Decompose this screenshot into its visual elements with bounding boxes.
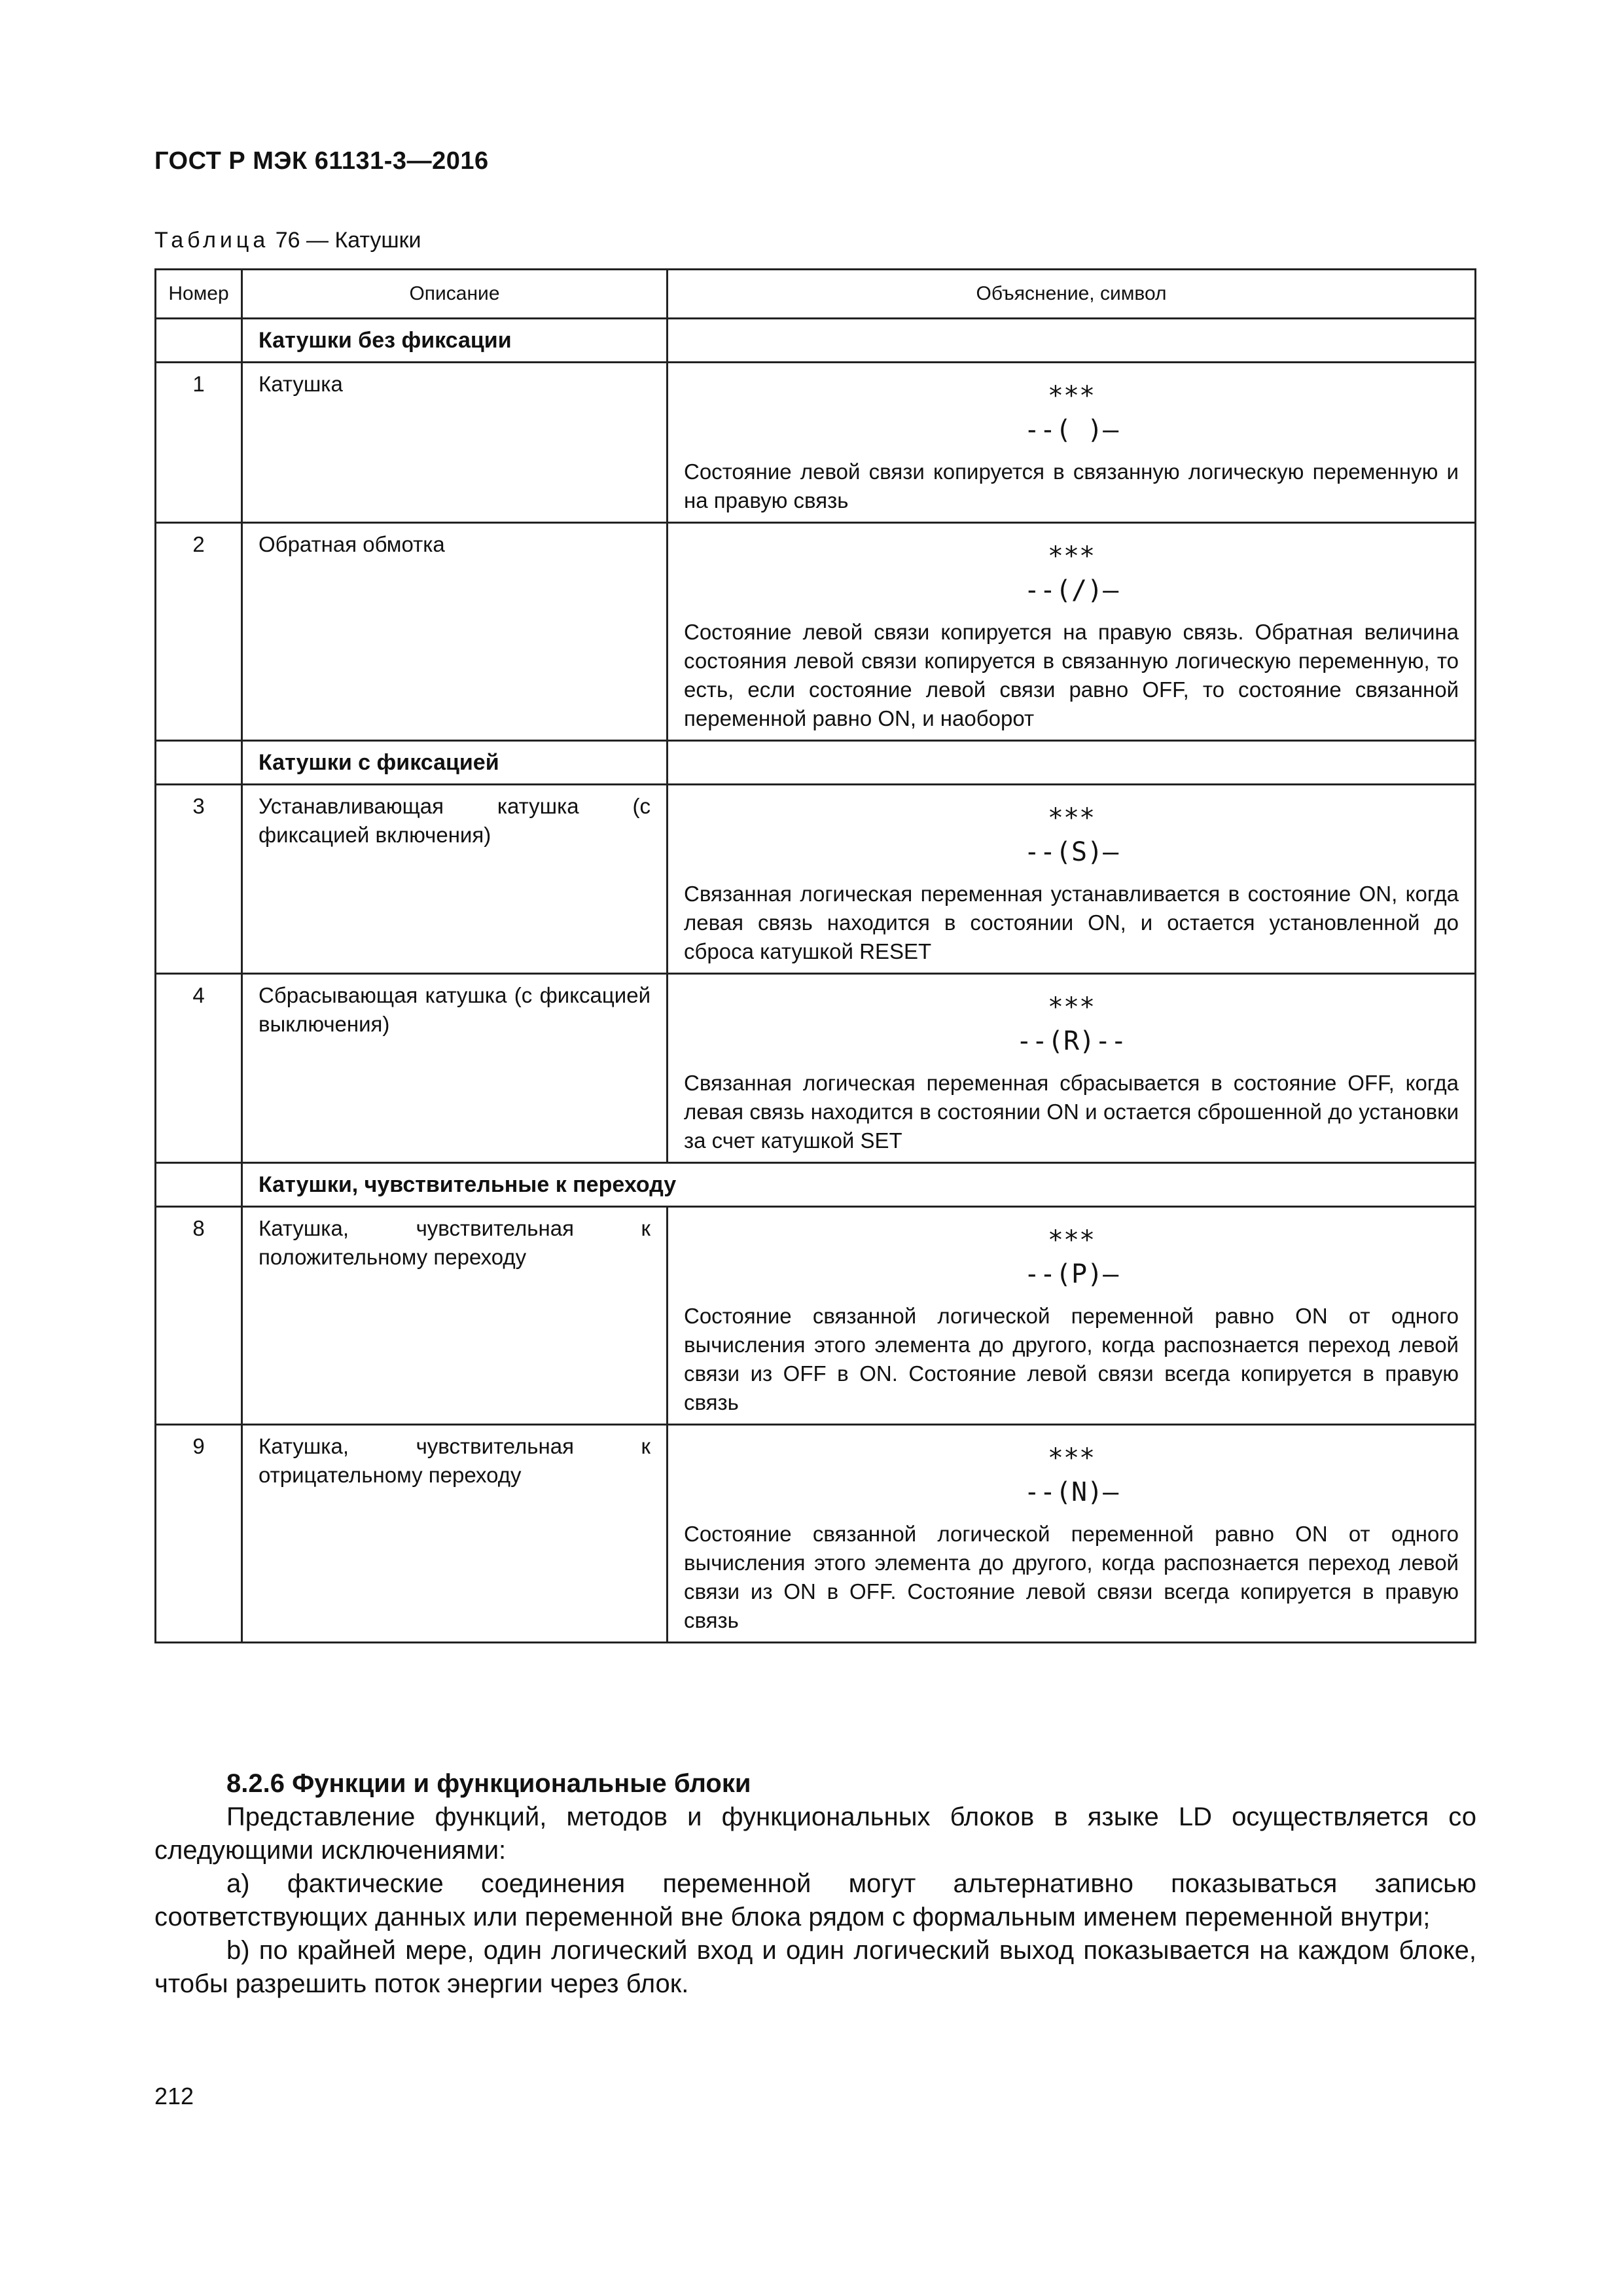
header-explanation: Объяснение, символ: [668, 270, 1476, 319]
document-header: ГОСТ Р МЭК 61131-3—2016: [154, 147, 489, 175]
coil-symbol-variable: ***: [1047, 541, 1096, 571]
row-number: 3: [156, 785, 242, 974]
coil-symbol: [684, 1223, 1459, 1291]
coils-table: [154, 268, 1476, 1643]
section-num-cell: [156, 1163, 242, 1207]
row-number: 9: [156, 1425, 242, 1643]
row-description: Сбрасывающая катушка (с фиксацией выключения): [242, 974, 668, 1163]
row-explanation-cell: [668, 363, 1476, 523]
coil-symbol: [684, 539, 1459, 607]
row-explanation: Связанная логическая переменная устанавливается в состояние ON, когда левая связь находится в состоянии ON, и остается установленной до сброса катушкой RESET: [684, 882, 1459, 963]
header-description: Описание: [242, 270, 668, 319]
coil-symbol: [684, 990, 1459, 1058]
row-number: 1: [156, 363, 242, 523]
section-title: Катушки с фиксацией: [242, 741, 668, 785]
section-num-cell: [156, 319, 242, 363]
table-row: [156, 1425, 1476, 1643]
section-title: Катушки, чувствительные к переходу: [242, 1163, 1476, 1207]
table-row: [156, 363, 1476, 523]
coil-symbol-graphic: --(/)—: [1024, 575, 1119, 605]
table-caption-title: 76 — Катушки: [269, 228, 421, 253]
coil-symbol-graphic: --(S)—: [1024, 837, 1119, 867]
row-description: Обратная обмотка: [242, 523, 668, 741]
coil-symbol-graphic: --(R)--: [1016, 1026, 1127, 1056]
row-description: Катушка, чувствительная к отрицательному переходу: [242, 1425, 668, 1643]
row-explanation-cell: [668, 1425, 1476, 1643]
coil-symbol-graphic: --(N)—: [1024, 1477, 1119, 1507]
section-empty-cell: [668, 319, 1476, 363]
section-title: Катушки без фиксации: [242, 319, 668, 363]
coil-symbol: [684, 801, 1459, 869]
section-heading: 8.2.6 Функции и функциональные блоки: [226, 1769, 751, 1798]
table-row: [156, 974, 1476, 1163]
row-description: Катушка: [242, 363, 668, 523]
section-paragraph: b) по крайней мере, один логический вход и один логический выход показывается на каждом блоке, чтобы разрешить поток энергии через блок.: [154, 1936, 1476, 1998]
coil-symbol-variable: ***: [1047, 803, 1096, 833]
row-explanation-cell: [668, 785, 1476, 974]
coil-symbol-variable: ***: [1047, 992, 1096, 1022]
header-number: Номер: [156, 270, 242, 319]
table-header-row: [156, 270, 1476, 319]
row-explanation: Состояние левой связи копируется на правую связь. Обратная величина состояния левой связи копируется в связанную логическую переменную, то есть, если состояние левой связи равно OFF, то состояние связанной переменной равно ON, и наоборот: [684, 620, 1459, 730]
page-number: 212: [154, 2083, 194, 2109]
row-explanation-cell: [668, 1207, 1476, 1425]
row-number: 8: [156, 1207, 242, 1425]
coil-symbol-graphic: --(P)—: [1024, 1259, 1119, 1289]
row-explanation: Состояние левой связи копируется в связанную логическую переменную и на правую связь: [684, 459, 1459, 512]
coil-symbol-graphic: --( )—: [1024, 415, 1119, 445]
section-body: [154, 1767, 1476, 2001]
section-paragraph: a) фактические соединения переменной могут альтернативно показываться записью соответствующих данных или переменной вне блока рядом с формальным именем переменной внутри;: [154, 1869, 1476, 1931]
row-explanation: Состояние связанной логической переменной равно ON от одного вычисления этого элемента до другого, когда распознается переход левой связи из ON в OFF. Состояние левой связи всегда копируется в правую связь: [684, 1522, 1459, 1632]
coil-symbol: [684, 379, 1459, 447]
section-row: [156, 319, 1476, 363]
row-description: Катушка, чувствительная к положительному переходу: [242, 1207, 668, 1425]
section-row: [156, 741, 1476, 785]
section-num-cell: [156, 741, 242, 785]
row-number: 4: [156, 974, 242, 1163]
row-explanation: Связанная логическая переменная сбрасывается в состояние OFF, когда левая связь находится в состоянии ON и остается сброшенной до установки за счет катушкой SET: [684, 1071, 1459, 1153]
table-row: [156, 523, 1476, 741]
section-paragraph: Представление функций, методов и функциональных блоков в языке LD осуществляется со следующими исключениями:: [154, 1803, 1476, 1865]
row-explanation-cell: [668, 523, 1476, 741]
table-row: [156, 785, 1476, 974]
coil-symbol-variable: ***: [1047, 1443, 1096, 1473]
table-caption: [154, 228, 421, 253]
section-empty-cell: [668, 741, 1476, 785]
row-number: 2: [156, 523, 242, 741]
section-row: [156, 1163, 1476, 1207]
coil-symbol-variable: ***: [1047, 1225, 1096, 1255]
row-description: Устанавливающая катушка (с фиксацией включения): [242, 785, 668, 974]
table-caption-prefix: Таблица: [154, 228, 270, 253]
table-row: [156, 1207, 1476, 1425]
coil-symbol-variable: ***: [1047, 381, 1096, 411]
row-explanation-cell: [668, 974, 1476, 1163]
coil-symbol: [684, 1441, 1459, 1509]
row-explanation: Состояние связанной логической переменной равно ON от одного вычисления этого элемента до другого, когда распознается переход левой связи из OFF в ON. Состояние левой связи всегда копируется в правую связь: [684, 1304, 1459, 1414]
